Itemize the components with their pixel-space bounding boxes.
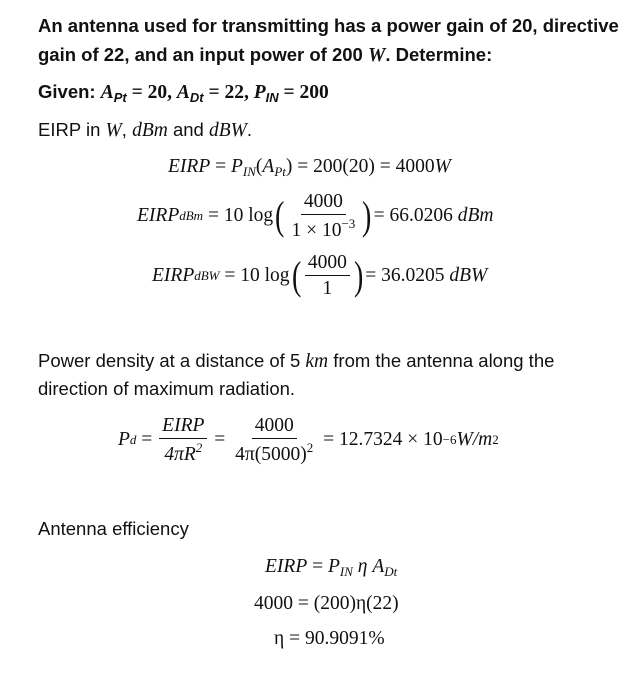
eq4-fraction-1	[159, 415, 207, 466]
problem-text: gain of 22, and an input power of 200	[38, 44, 368, 65]
eirp-heading-text: EIRP in	[38, 119, 106, 140]
eff-l1-lhs: EIRP	[265, 556, 308, 577]
eff-l1-a-sub: Dt	[384, 564, 398, 579]
eq3-eq: = 10 log	[219, 264, 290, 286]
eq3-fraction	[305, 252, 350, 300]
unit-watts: W	[367, 45, 386, 66]
eq2-result: = 66.0206	[373, 205, 458, 227]
efficiency-equation-3: η = 90.9091%	[274, 628, 385, 649]
pin-value: = 200	[278, 82, 329, 103]
efficiency-heading: Antenna efficiency	[38, 518, 189, 539]
eq2-denominator	[288, 215, 358, 241]
eq1-lhs: EIRP	[168, 156, 211, 177]
efficiency-equation-2: 4000 = (200)η(22)	[254, 593, 399, 614]
eq3-lhs: EIRP	[152, 264, 195, 286]
apt-subscript: Pt	[113, 90, 127, 105]
right-paren: )	[362, 193, 372, 239]
eq1-open: (	[255, 156, 263, 177]
apt-value: = 20,	[126, 82, 177, 103]
equation-eirp	[168, 156, 451, 180]
heading-end: .	[246, 119, 253, 140]
eirp-heading	[38, 119, 252, 142]
density-heading-line-1	[38, 350, 554, 373]
eq3-unit: dBW	[449, 264, 488, 286]
eq3-lhs-sub: dBW	[194, 267, 220, 283]
eff-l1-eq: =	[307, 556, 328, 577]
adt-subscript: Dt	[189, 90, 204, 105]
density-text-b: from the antenna along the	[328, 350, 555, 371]
eq2-lhs: EIRP	[137, 205, 180, 227]
problem-statement-line-1: An antenna used for transmitting has a power gain of 20, directive	[38, 15, 619, 36]
eq1-unit: W	[434, 156, 451, 177]
left-paren: (	[291, 252, 301, 298]
eq3-denominator: 1	[322, 278, 333, 300]
eq2-numerator: 4000	[301, 191, 346, 215]
left-paren: (	[275, 193, 285, 239]
eq4-result: = 12.7324 × 10	[318, 429, 443, 451]
eq2-unit: dBm	[457, 205, 494, 227]
pin-subscript: IN	[265, 90, 279, 105]
eff-l1-p-sub: IN	[339, 564, 353, 579]
unit-dbm: dBm	[132, 120, 168, 141]
unit-w: W	[105, 120, 122, 141]
apt-symbol: A	[100, 82, 114, 103]
adt-value: = 22,	[203, 82, 254, 103]
eq1-a: A	[262, 156, 275, 177]
problem-statement-line-2	[38, 44, 492, 67]
eq4-den1	[161, 439, 205, 465]
eq1-p-sub: IN	[242, 164, 256, 179]
eff-l1-p: P	[327, 556, 340, 577]
eq4-eq1: =	[136, 429, 158, 451]
given-label: Given:	[38, 81, 101, 102]
eq2-den-base: 1 × 10	[291, 220, 342, 242]
eq2-den-exp: −3	[341, 216, 356, 232]
eq3-result: = 36.0205	[365, 264, 450, 286]
eq4-fraction-2	[232, 415, 316, 466]
density-heading-line-2: direction of maximum radiation.	[38, 378, 296, 399]
unit-dbw: dBW	[208, 120, 247, 141]
unit-km: km	[305, 351, 329, 372]
eq1-eq: =	[210, 156, 231, 177]
eq4-eq2: =	[209, 429, 231, 451]
eq4-den2-exp: 2	[306, 440, 314, 456]
problem-text-end: . Determine:	[385, 44, 493, 65]
eq4-den1-exp: 2	[195, 440, 203, 456]
eq3-numerator: 4000	[305, 252, 350, 276]
right-paren: )	[353, 252, 364, 298]
eq4-result-exp: −6	[442, 432, 457, 448]
eff-l1-eta: η	[352, 556, 373, 577]
eq1-a-sub: Pt	[274, 164, 286, 179]
eq4-den2-base: 4π(5000)	[235, 444, 307, 466]
sep-2: and	[167, 119, 209, 140]
density-text-a: Power density at a distance of 5	[38, 350, 306, 371]
given-line	[38, 81, 329, 105]
pin-symbol: P	[253, 82, 266, 103]
eq4-den1-base: 4πR	[164, 444, 196, 466]
efficiency-equation-1	[265, 556, 397, 580]
eq4-unit: W/m	[456, 429, 493, 451]
equation-eirp-dbw	[152, 252, 487, 300]
sep-1: ,	[121, 119, 133, 140]
adt-symbol: A	[176, 82, 190, 103]
eq2-lhs-sub: dBm	[179, 208, 204, 224]
eq4-num1: EIRP	[159, 415, 207, 439]
eq4-unit-exp: 2	[492, 432, 499, 448]
eq4-den2	[232, 439, 316, 465]
eq2-eq: = 10 log	[203, 205, 274, 227]
eq1-p: P	[230, 156, 243, 177]
eq4-lhs-sub: d	[129, 432, 137, 448]
equation-power-density	[118, 415, 499, 466]
eq1-close: )	[285, 156, 293, 177]
eff-l1-a: A	[372, 556, 385, 577]
eq4-lhs: P	[118, 429, 130, 451]
eq4-num2: 4000	[252, 415, 297, 439]
equation-eirp-dbm	[137, 191, 494, 242]
eq1-rest: = 200(20) = 4000	[292, 156, 435, 177]
eq2-fraction	[288, 191, 358, 242]
